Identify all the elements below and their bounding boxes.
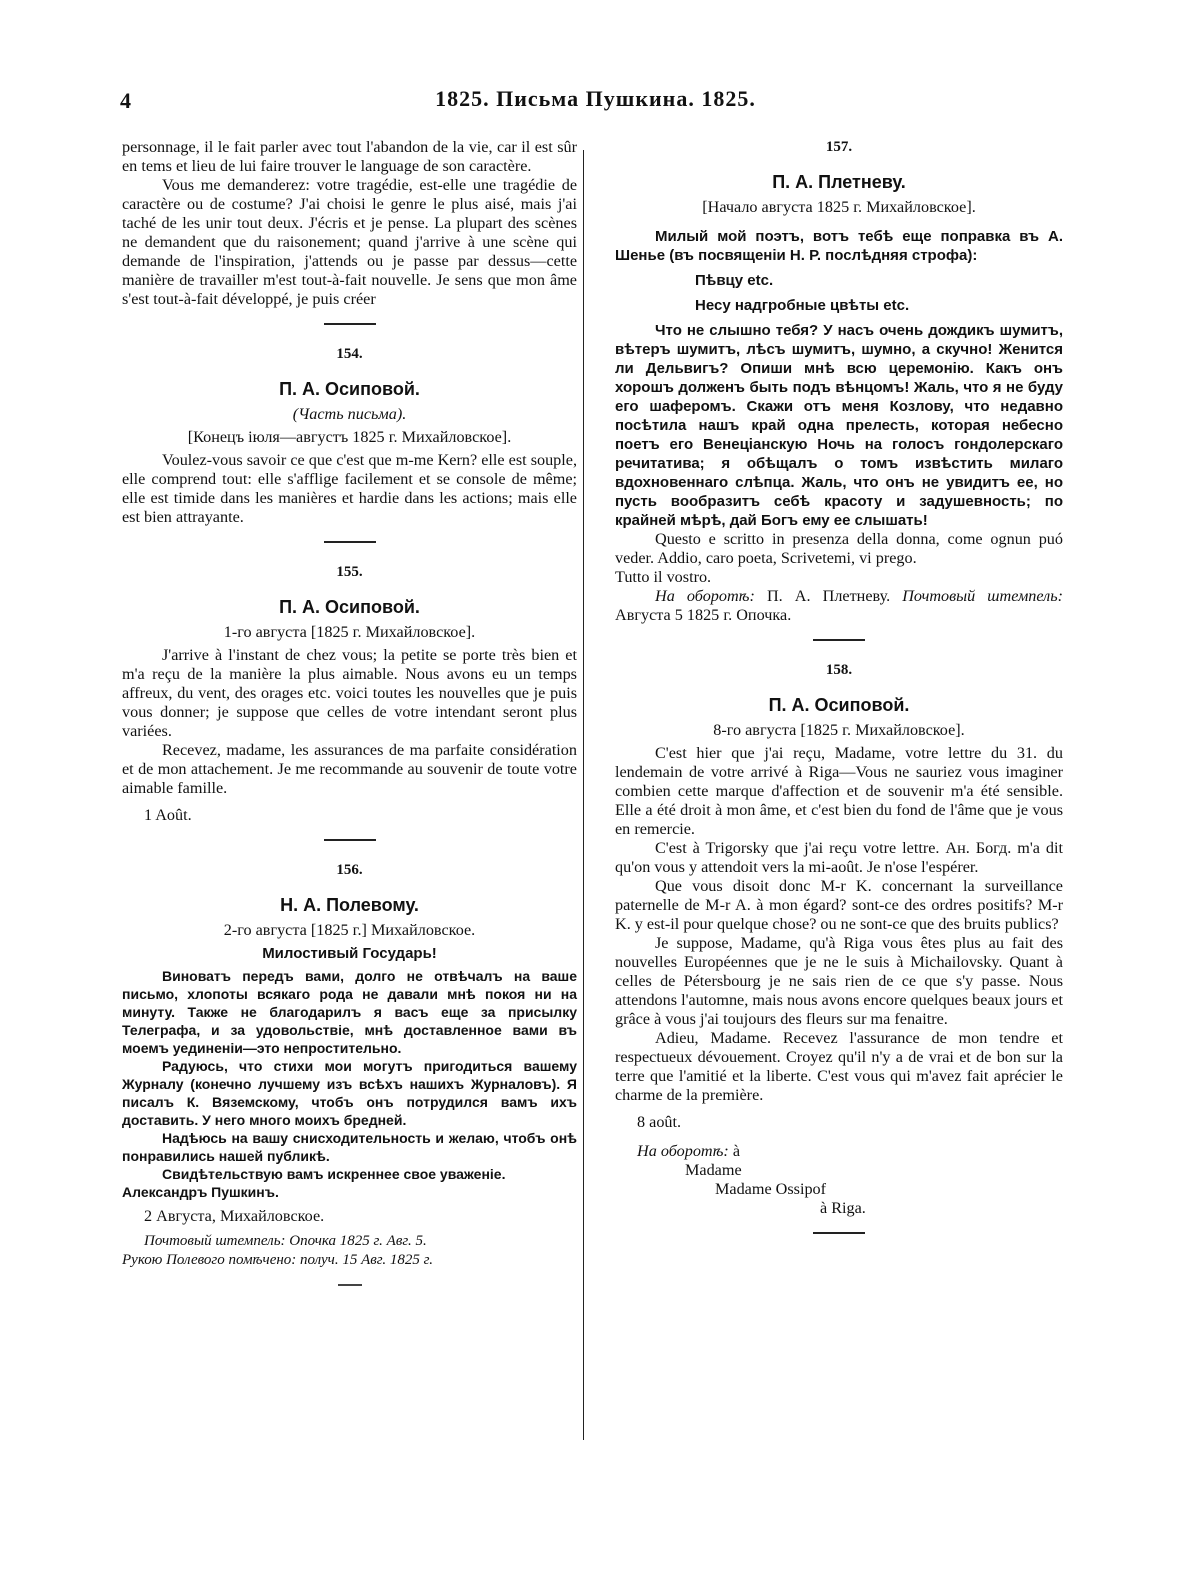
paragraph: Виноватъ передъ вами, долго не отвѣчалъ на ваше письмо, хлопоты всякаго рода не давали мнѣ покоя ни на минуту. Также не благодарилъ я васъ еще за присылку Телеграфа, и за удовольствіе, мнѣ доставленное вами въ моемъ уединеніи—это непростительно. [122,968,577,1056]
right-column [615,138,1063,1254]
separator [813,639,865,641]
letter-number: 157. [825,139,853,155]
verso-line: Madame [685,1161,742,1179]
verso-line: à [732,1142,741,1160]
separator [324,839,376,841]
verso-line: Madame Ossipof [715,1180,827,1198]
postmark-text: Августа 5 1825 г. Опочка. [615,606,792,624]
postmark-note: Почтовый штемпель: Опочка 1825 г. Авг. 5. [144,1233,427,1249]
letter-addressee: П. А. Осиповой. [279,597,420,617]
letter-signature: Tutto il vostro. [615,568,712,586]
verse-line: Несу надгробные цвѣты etc. [695,297,910,314]
verso-label: На оборотѣ: [637,1142,729,1160]
page-header [0,86,1191,122]
letter-number: 155. [336,564,363,580]
paragraph: J'arrive à l'instant de chez vous; la petite se porte très bien et m'a reçu de la manière la plus aimable. Nous avons eu un temps affreux, du vent, des orages etc. voici toutes les nouvelles que je puis vous donner; je suppose que celles de votre intendant seront plus variées. [122,646,577,740]
letter-number: 156. [336,862,363,878]
left-column [122,138,577,1300]
paragraph: Что не слышно тебя? У насъ очень дождикъ шумитъ, вѣтеръ шумитъ, лѣсъ шумитъ, шумно, а скучно! Женится ли Дельвигъ? Опиши мнѣ всю церемонію. Какъ онъ хорошъ долженъ быть подъ вѣнцомъ! Жаль, что я не буду его шаферомъ. Скажи отъ меня Козлову, что недавно посѣтила нашъ край одна прелесть, которая небесно поетъ его Венеціанскую Ночь на голосъ гондолерскаго речитатива; я обѣщалъ о томъ извѣстить милаго вдохновеннаго слѣпца. Жаль, что онъ не увидитъ ее, но пусть вообразитъ себѣ красоту и задушевность; по крайней мѣрѣ, дай Богъ ему ее слышать! [615,322,1063,529]
letter-place: 2 Августа, Михайловское. [144,1207,325,1225]
letter-number: 158. [825,662,853,678]
page-number: 4 [120,88,131,113]
paragraph: Свидѣтельствую вамъ искреннее свое уваженіе. [162,1166,506,1182]
paragraph: Милый мой поэтъ, вотъ тебѣ еще поправка въ А. Шенье (въ посвященіи Н. Р. послѣдняя строфа): [615,228,1063,264]
paragraph: Je suppose, Madame, qu'à Riga vous êtes plus au fait des nouvelles Européennes que je ne le suis à Michailovsky. Quant à celles de Pétersbourg je ne sais rien de ce que s'y passe. Nous attendons l'automne, mais nous avons encore quelques beaux jours et grâce à vous j'ai toujours des fleurs sur ma fenaitre. [615,934,1063,1028]
letter-date: 8-го августа [1825 г. Михайловское]. [713,721,965,739]
annotation-note: Рукою Полевого помѣчено: получ. 15 Авг. 1825 г. [122,1252,434,1268]
paragraph: C'est à Trigorsky que j'ai reçu votre lettre. Ан. Богд. m'a dit qu'on vous y attendoit vers la mi-août. Je n'ose l'espérer. [615,839,1063,876]
letter-date: 1-го августа [1825 г. Михайловское]. [223,623,476,641]
paragraph: Радуюсь, что стихи мои могутъ пригодиться вашему Журналу (конечно лучшему изъ всѣхъ нашихъ Журналовъ). Я писалъ К. Вяземскому, чтобъ онъ потрудился вамъ ихъ доставить. У него много моихъ бредней. [122,1058,577,1128]
letter-signature: 1 Août. [144,806,192,824]
column-divider [583,150,584,1440]
letter-salutation: Милостивый Государь! [262,945,437,962]
letter-addressee: Н. А. Полевому. [280,895,419,915]
separator [338,1284,362,1286]
paragraph: Voulez-vous savoir ce que c'est que m-me Kern? elle est souple, elle comprend tout: elle s'afflige facilement et se console de même; elle est timide dans les manières et hardie dans les actions; mais elle est bien attrayante. [122,451,577,526]
letter-addressee: П. А. Осиповой. [279,379,420,399]
separator [324,323,376,325]
separator [813,1232,865,1234]
paragraph: Recevez, madame, les assurances de ma parfaite considération et de mon attachement. Je me recommande au souvenir de toute votre aimable famille. [122,741,577,797]
letter-date: [Конецъ іюля—августъ 1825 г. Михайловское]. [187,428,512,446]
letter-signature: Александръ Пушкинъ. [122,1184,279,1200]
letter-signature: 8 août. [637,1113,682,1131]
paragraph: Que vous disoit donc M-r K. concernant la surveillance paternelle de M-r A. à mon égard? sont-ce des ordres positifs? M-r K. y est-il pour quelque chose? ou ne sont-ce que des bruits publics? [615,877,1063,933]
verso-label: На оборотѣ: [655,587,755,605]
verso-line: à Riga. [820,1199,866,1217]
paragraph: Questo e scritto in presenza della donna, come ognun puó veder. Addio, caro poeta, Scrivetemi, vi prego. [615,530,1063,567]
paragraph: Vous me demanderez: votre tragédie, est-elle une tragédie de caractère ou de costume? J'ai choisi le genre le plus aisé, mais j'ai taché de les unir tout deux. J'écris et je pense. La plupart des scènes ne demandent que du raisonement; quand j'arrive à une scène qui demande de l'inspiration, j'attends ou je passe par dessus—cette manière de travailler m'est tout-à-fait nouvelle. Je sens que mon âme s'est tout-à-fait développé, je puis créer [122,176,577,308]
letter-date: 2-го августа [1825 г.] Михайловское. [223,921,476,939]
separator [324,541,376,543]
paragraph: C'est hier que j'ai reçu, Madame, votre lettre du 31. du lendemain de votre arrivé à Riga—Vous ne sauriez vous imaginer combien cette marque d'affection et de souvenir m'a été sensible. Elle a été droit à mon âme, et c'est bien du fond de l'âme que je vous en remercie. [615,744,1063,838]
paragraph: personnage, il le fait parler avec tout l'abandon de la vie, car il est sûr en tems et lieu de lui faire trouver le language de son caractère. [122,138,577,175]
letter-addressee: П. А. Осиповой. [768,695,910,715]
letter-date: [Начало августа 1825 г. Михайловское]. [702,198,976,216]
postmark-label: Почтовый штемпель: [902,587,1063,605]
letter-addressee: П. А. Плетневу. [772,172,906,192]
verse-line: Пѣвцу etc. [695,272,774,289]
paragraph: Надѣюсь на вашу снисходительность и желаю, чтобъ онѣ понравились нашей публикѣ. [122,1130,577,1164]
running-title: 1825. Письма Пушкина. 1825. [435,86,756,111]
letter-number: 154. [336,346,363,362]
paragraph: Adieu, Madame. Recevez l'assurance de mon tendre et respectueux dévouement. Croyez qu'il n'y a de vrai et de bon sur la terre que l'amitié et la liberte. C'est vous qui m'avez fait aprécier le charme de la première. [615,1029,1063,1104]
verso-text: П. А. Плетневу. [766,587,891,605]
letter-subtitle: (Часть письма). [292,405,407,423]
